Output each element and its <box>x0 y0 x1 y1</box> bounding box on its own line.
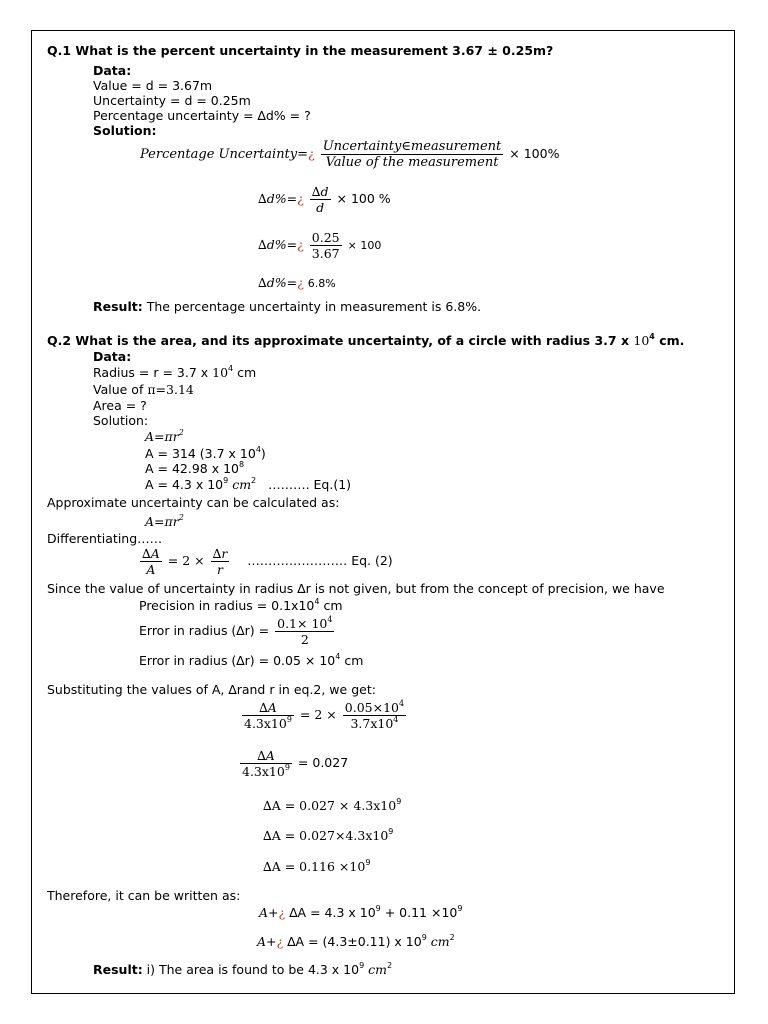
q2-title-post: cm. <box>654 333 685 348</box>
q1-equation-4 <box>258 275 336 291</box>
area-line-1: A = 314 (3.7 x $10^4$) <box>145 445 266 461</box>
eq4-tail: 6.8% <box>307 277 336 290</box>
therefore-text: Therefore, it can be written as: <box>47 888 241 903</box>
area-formula: $A=\pi r^2$ <box>145 428 184 444</box>
area-formula-2: $A=\pi r^2$ <box>145 513 184 529</box>
q1-equation-3 <box>258 230 381 261</box>
q1-result-label: Result: <box>93 299 143 314</box>
error-line-2: Error in radius $(\Delta r) = 0.05 \times 10^4$ cm <box>139 652 364 668</box>
subst-equation-4: $\Delta A = 0.027\times 4.3x10^9$ <box>263 827 394 843</box>
radius-text: Radius = r = 3.7 x <box>93 365 213 380</box>
q2-title-base: 10 <box>633 333 650 348</box>
eq1-lhs: Percentage Uncertainty= <box>140 147 309 162</box>
subst-equation-5: $\Delta A = 0.116 \times 10^9$ <box>263 858 371 874</box>
eq2-denominator: d <box>316 200 325 215</box>
q1-uncertainty-line: Uncertainty = d = 0.25m <box>93 93 251 108</box>
approx-text: Approximate uncertainty can be calculated as: <box>47 495 340 510</box>
q1-data-label: Data: <box>93 63 132 78</box>
eq3-lhs: ∆d%= <box>258 237 298 252</box>
eq3-qmark: ¿ <box>297 237 304 252</box>
eq3-tail: × 100 <box>347 239 382 252</box>
area-line-3: A = 4.3 x $10^9$ $cm^2$ ………. Eq.(1) <box>145 476 352 492</box>
eq3-denominator: 3.67 <box>311 246 340 261</box>
eq3-numerator: 0.25 <box>311 230 340 245</box>
pi-text: Value of <box>93 382 148 397</box>
radius-unit: cm <box>233 365 257 380</box>
q2-title <box>47 333 684 348</box>
q1-solution-label: Solution: <box>93 123 157 138</box>
eq1-numerator: Uncertainty∈measurement <box>322 139 502 154</box>
q2-data-label: Data: <box>93 349 132 364</box>
q2-solution-label: Solution: <box>93 413 149 428</box>
eq1-tail: × 100% <box>509 146 560 161</box>
q2-title-text: Q.2 What is the area, and its approximate uncertainty, of a circle with radius 3.7 x <box>47 333 634 348</box>
q2-radius-line <box>93 365 256 380</box>
q2-result: Result: i) The area is found to be 4.3 x $10^9$ $cm^2$ <box>93 961 393 977</box>
q1-equation-1 <box>140 139 559 170</box>
subst-equation-2: $\frac{\Delta A}{4.3x10^9}$ = 0.027 <box>242 748 349 779</box>
precision-line: Precision in radius = $0.1x10^4$ cm <box>139 597 343 613</box>
radius-base: 10 <box>212 365 229 380</box>
eq2-tail: × 100 % <box>336 191 391 206</box>
since-text: Since the value of uncertainty in radius ∆r is not given, but from the concept of precision, we have <box>47 581 665 596</box>
q2-title-exp: 4 <box>649 332 655 341</box>
page-frame <box>31 30 735 994</box>
eq1-qmark: ¿ <box>308 146 315 161</box>
q1-value-line: Value = d = 3.67m <box>93 78 213 93</box>
therefore-equation-2: A+¿ ∆A = (4.3±0.11) x $10^9$ $cm^2$ <box>257 933 455 949</box>
eq2-numerator: ∆d <box>311 184 329 199</box>
q1-percentage-line: Percentage uncertainty = ∆d% = ? <box>93 108 311 123</box>
eq2-qmark: ¿ <box>297 191 304 206</box>
q2-pi-line <box>93 382 194 397</box>
subst-equation-1: $\frac{\Delta A}{4.3x10^9}$ = 2 × $\frac{0.05\times 10^4}{3.7x10^4}$ <box>244 699 405 731</box>
pi-value: π=3.14 <box>147 382 194 397</box>
substituting-text: Substituting the values of A, ∆rand r in eq.2, we get: <box>47 682 376 697</box>
eq4-lhs: ∆d%= <box>258 275 298 290</box>
error-line-1: Error in radius (∆r) = $\frac{0.1\times 10^4}{2}$ <box>139 615 333 647</box>
diff-equation: $\frac{\Delta A}{A}$ = 2 × $\frac{\Delta r}{r}$ …………………… Eq. (2) <box>142 546 393 577</box>
q1-equation-2 <box>258 184 391 215</box>
q2-area-line: Area = ? <box>93 398 147 413</box>
differentiating-text: Differentiating…… <box>47 531 163 546</box>
q2-result-label: Result: <box>93 962 143 977</box>
eq1-denominator: Value of the measurement <box>325 155 499 170</box>
eq2-lhs: ∆d%= <box>258 191 298 206</box>
q1-result-text: The percentage uncertainty in measurement is 6.8%. <box>146 299 482 314</box>
subst-equation-3: $\Delta A = 0.027 \times 4.3x10^9$ <box>263 797 402 813</box>
q1-title: Q.1 What is the percent uncertainty in the measurement 3.67 ± 0.25m? <box>47 43 554 58</box>
q1-result <box>93 299 481 314</box>
therefore-equation-1: A+¿ ∆A = 4.3 x $10^9 + 0.11 \times 10^9$ <box>259 904 463 920</box>
area-line-2: A = 42.98 x $10^8$ <box>145 460 245 476</box>
radius-exp: 4 <box>228 364 234 373</box>
eq4-qmark: ¿ <box>297 275 304 290</box>
